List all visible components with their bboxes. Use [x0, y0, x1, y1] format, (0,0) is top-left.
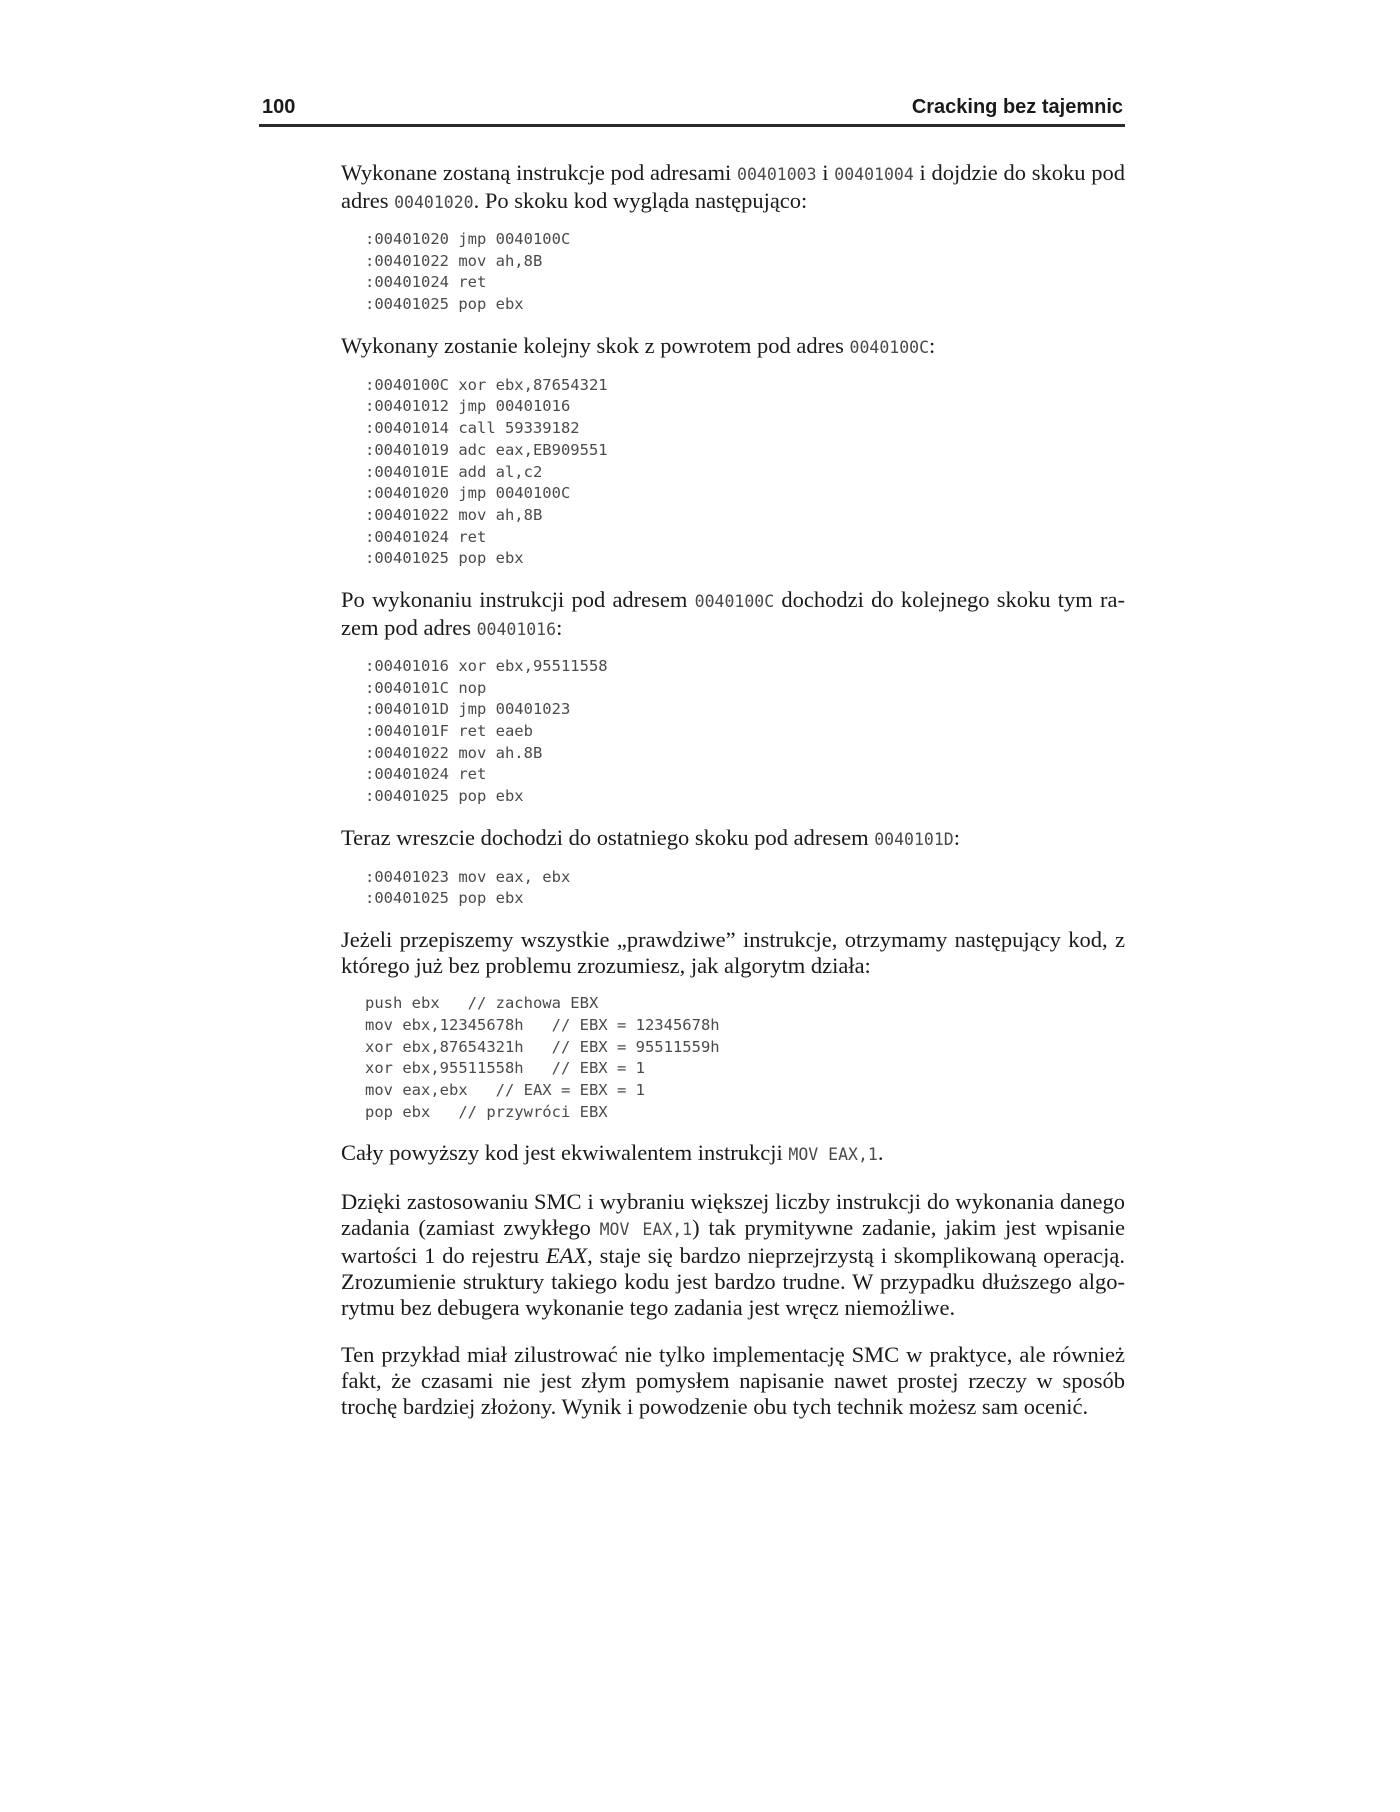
page-body	[341, 160, 1125, 1420]
code-line: :00401024 ret	[365, 527, 487, 546]
code-line: :00401025 pop ebx	[365, 295, 524, 314]
text: i	[816, 160, 835, 185]
inline-code-instruction: MOV EAX,1	[788, 1145, 878, 1165]
text: .	[877, 1140, 884, 1166]
code-line: :00401022 mov ah.8B	[365, 743, 543, 762]
code-line: :00401024 ret	[365, 765, 487, 784]
code-line: mov ebx,12345678h // EBX = 12345678h	[365, 1015, 720, 1034]
code-line: :00401022 mov ah,8B	[365, 251, 543, 270]
inline-code-address: 00401020	[394, 193, 474, 212]
inline-code-instruction: MOV EAX,1	[599, 1220, 693, 1240]
text: Wykonany zostanie kolejny skok z powrotem pod adres	[341, 332, 850, 358]
code-line: :00401023 mov eax, ebx	[365, 867, 571, 886]
text: . Po skoku kod wygląda następująco:	[473, 188, 808, 213]
code-line: :00401025 pop ebx	[365, 549, 524, 568]
inline-code-address: 0040100C	[694, 591, 775, 611]
code-line: :00401014 call 59339182	[365, 419, 580, 438]
text: Dzięki zastosowaniu SMC i wybraniu większej liczby instrukcji do wykonania danego zadania (zamiast zwykłego	[341, 1189, 1125, 1241]
paragraph-3	[341, 587, 1125, 643]
paragraph-2	[341, 333, 1125, 361]
text: Wykonane zostaną instrukcje pod adresami	[341, 160, 738, 185]
code-line: :0040101C nop	[365, 678, 487, 697]
code-line: :00401016 xor ebx,95511558	[365, 656, 608, 675]
code-listing-1	[365, 229, 1125, 316]
code-line: mov eax,ebx // EAX = EBX = 1	[365, 1080, 645, 1099]
code-line: :0040100C xor ebx,87654321	[365, 375, 608, 394]
paragraph-8	[341, 1342, 1125, 1420]
code-line: push ebx // zachowa EBX	[365, 994, 599, 1013]
book-title: Cracking bez tajemnic	[911, 96, 1123, 118]
code-listing-3	[365, 656, 1125, 808]
code-line: :0040101F ret eaeb	[365, 722, 533, 740]
paragraph-1	[341, 160, 1125, 216]
text: :	[929, 332, 936, 358]
code-line: pop ebx // przywróci EBX	[365, 1102, 608, 1121]
inline-code-address: 0040100C	[849, 337, 930, 357]
code-line: :0040101D jmp 00401023	[365, 700, 571, 719]
running-header	[259, 96, 1125, 127]
code-listing-4	[365, 867, 1125, 910]
paragraph-7	[341, 1189, 1125, 1321]
text: i dojdzie do skoku pod adres	[341, 160, 1126, 213]
code-line: :00401020 jmp 0040100C	[365, 484, 571, 503]
text: ) tak prymitywne zadanie, jakim jest wpisanie wartości 1 do rejestru	[341, 1215, 1125, 1269]
inline-code-address: 0040101D	[874, 829, 954, 849]
code-line: xor ebx,87654321h // EBX = 95511559h	[365, 1037, 720, 1056]
text: Po wykonaniu instrukcji pod adresem	[341, 586, 695, 612]
code-line: :00401025 pop ebx	[365, 889, 524, 908]
code-line: xor ebx,95511558h // EBX = 1	[365, 1059, 645, 1078]
code-listing-5	[365, 993, 1125, 1123]
code-line: :0040101E add al,c2	[365, 462, 543, 481]
code-line: :00401024 ret	[365, 273, 487, 292]
code-line: :00401020 jmp 0040100C	[365, 230, 571, 248]
text: Cały powyższy kod jest ekwiwalentem instrukcji	[341, 1140, 789, 1166]
inline-code-address: 00401003	[737, 165, 817, 184]
code-line: :00401012 jmp 00401016	[365, 397, 571, 416]
paragraph-5	[341, 927, 1125, 979]
paragraph-4	[341, 825, 1125, 853]
code-line: :00401022 mov ah,8B	[365, 505, 543, 524]
code-line: :00401019 adc eax,EB909551	[365, 440, 608, 459]
text: Teraz wreszcie dochodzi do ostatniego skoku pod adresem	[341, 824, 875, 850]
text: , staje się bardzo nieprzejrzystą i skomplikowaną operacją. Zrozumienie struktury takiego kodu jest bardzo trudne. W przypadku dłuższego algo-rytmu bez debugera wykonanie tego zadania jest wręcz niemożliwe.	[341, 1243, 1125, 1321]
register-name: EAX	[545, 1243, 588, 1269]
text: :	[953, 824, 960, 850]
text: dochodzi do kolejnego skoku tym ra-zem pod adres	[341, 586, 1126, 640]
code-line: :00401025 pop ebx	[365, 787, 524, 806]
page-number: 100	[262, 96, 296, 118]
inline-code-address: 00401004	[834, 165, 914, 184]
text: Ten przykład miał zilustrować nie tylko implementację SMC w praktyce, ale również fakt, że czasami nie jest złym pomysłem napisanie nawet prostej rzeczy w sposób trochę bardziej złożony. Wynik i powodzenie obu tych technik możesz sam ocenić.	[341, 1342, 1125, 1420]
text: Jeżeli przepiszemy wszystkie „prawdziwe” instrukcje, otrzymamy następujący kod, z którego już bez problemu zrozumiesz, jak algorytm działa:	[341, 927, 1125, 979]
code-listing-2	[365, 375, 1125, 570]
text: :	[556, 614, 563, 640]
inline-code-address: 00401016	[476, 619, 557, 639]
paragraph-6	[341, 1140, 1125, 1168]
